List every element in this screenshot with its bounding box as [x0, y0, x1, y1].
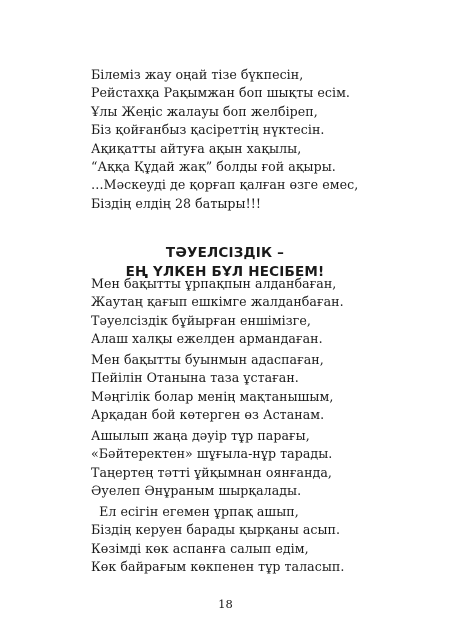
stanza-2 — [91, 275, 391, 349]
verse-line: Таңертең тәтті ұйқымнан оянғанда, — [91, 464, 332, 480]
poem-title-line-2: ЕҢ ҮЛКЕН БҰЛ НЕСІБЕМ! — [125, 264, 325, 280]
verse-line: Ұлы Жеңіс жалауы боп желбіреп, — [91, 103, 318, 119]
verse-line: Рейстахқа Рақымжан боп шықты есім. — [91, 85, 350, 101]
verse-line: Арқадан бой көтерген өз Астанам. — [91, 407, 325, 423]
stanza-3 — [91, 351, 391, 425]
verse-line: Білеміз жау оңай тізе бүкпесін, — [91, 67, 304, 82]
verse-line: Әуелеп Әнұраным шырқалады. — [91, 483, 302, 499]
verse-line: Біз қойғанбыз қасіреттің нүктесін. — [91, 122, 325, 138]
verse-line: «Бәйтеректен» шұғыла-нұр тарады. — [91, 446, 333, 462]
page-number: 18 — [218, 597, 233, 611]
verse-line: Мен бақытты ұрпақпын алданбаған, — [91, 276, 337, 291]
stanza-4 — [91, 427, 391, 501]
verse-line: …Мәскеуді де қорғап қалған өзге емес, — [91, 177, 359, 193]
verse-line: “Аққа Құдай жақ” болды ғой ақыры. — [91, 158, 336, 174]
verse-line: Ашылып жаңа дәуір тұр парағы, — [91, 428, 310, 443]
verse-line: Ақиқатты айтуға ақын хақылы, — [91, 140, 302, 156]
poem-title-line-1: ТӘУЕЛСІЗДІК – — [165, 245, 285, 261]
verse-line: Ел есігін егемен ұрпақ ашып, — [91, 504, 299, 519]
verse-line: Мәңгілік болар менің мақтанышым, — [91, 388, 334, 404]
verse-line: Біздің керуен барады қырқаны асып. — [91, 522, 341, 538]
verse-line: Пейілін Отанына таза ұстаған. — [91, 370, 299, 386]
verse-line: Тәуелсіздік бұйырған еншімізге, — [91, 312, 311, 328]
verse-line: Біздің елдің 28 батыры!!! — [91, 195, 261, 211]
verse-line: Алаш халқы ежелден армандаған. — [91, 331, 323, 347]
verse-line: Көзімді көк аспанға салып едім, — [91, 540, 309, 556]
verse-line: Көк байрағым көкпенен тұр таласып. — [91, 559, 345, 575]
verse-line: Мен бақытты буынмын адаспаған, — [91, 352, 324, 367]
verse-line: Жаутаң қағып ешкімге жалданбаған. — [91, 294, 344, 310]
stanza-1 — [91, 66, 391, 213]
stanza-5 — [91, 503, 391, 577]
